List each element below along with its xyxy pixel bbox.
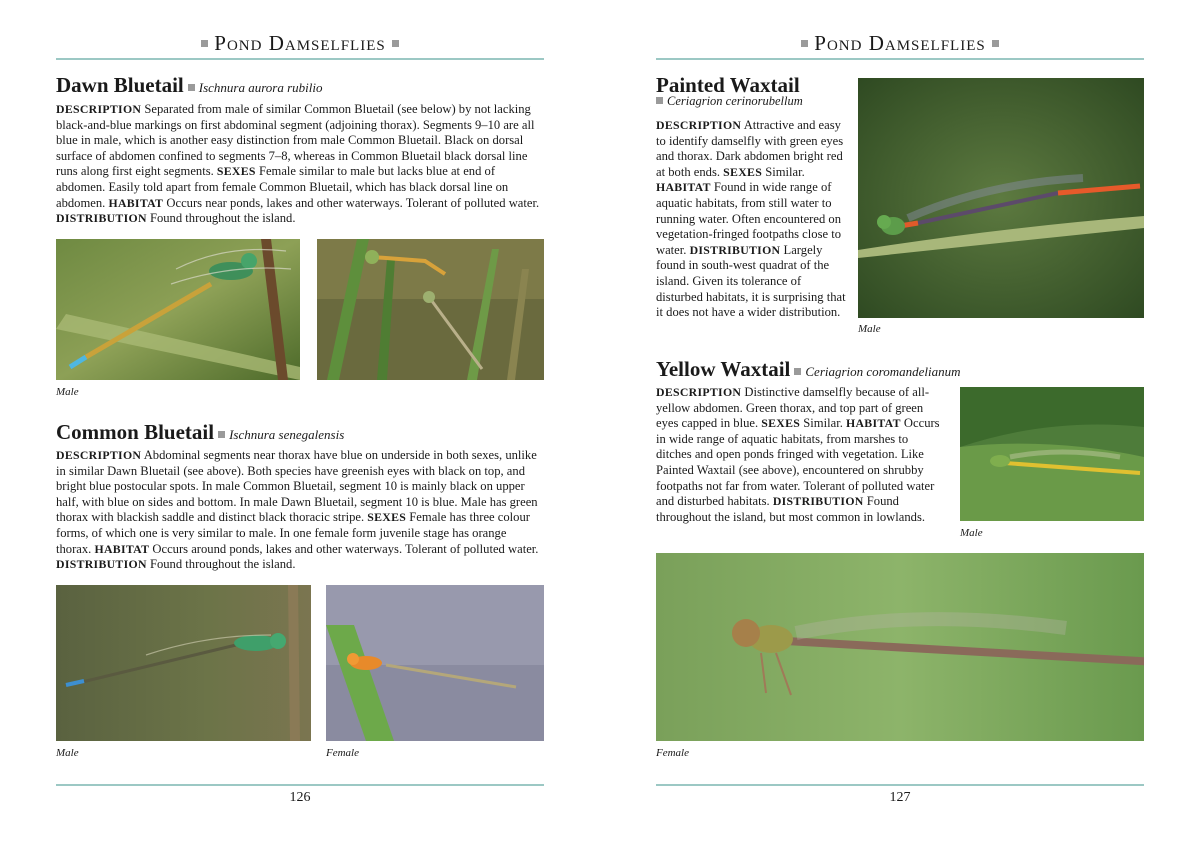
square-bullet-icon <box>218 431 225 438</box>
scientific-name: Ceriagrion cerinorubellum <box>667 94 803 108</box>
header-square-icon <box>992 40 999 47</box>
species-name: Dawn Bluetail <box>56 73 184 97</box>
photo-caption: Male <box>56 747 79 759</box>
square-bullet-icon <box>188 84 195 91</box>
header-square-icon <box>201 40 208 47</box>
species-description: DESCRIPTION Abdominal segments near thorax have blue on underside in both sexes, unlike in similar Dawn Bluetail (see above). Both species have greenish eyes with black on top, and bright blue postocular spots. In male Common Bluetail, segment 10 is mainly black on upper half, with blue on sides and bottom. In male Dawn Bluetail, segment 10 is blue. Male has green thorax with blackish saddle and distinct black thoracic stripe. SEXES Female has three colour forms, of which one is very similar to male. In one female form juvenile stage has orange thorax. HABITAT Occurs around ponds, lakes and other waterways. Tolerant of polluted water. DISTRIBUTION Found throughout the island. <box>56 448 539 572</box>
painted-waxtail-male-photo <box>858 78 1144 318</box>
right-page <box>600 0 1200 843</box>
footer-rule <box>56 784 544 786</box>
header-square-icon <box>392 40 399 47</box>
dawn-bluetail-female-photo <box>317 239 544 380</box>
scientific-name: Ceriagrion coromandelianum <box>805 364 961 379</box>
header-rule <box>56 58 544 60</box>
species-title <box>56 72 323 101</box>
scientific-name: Ischnura senegalensis <box>229 427 345 442</box>
photo-caption: Female <box>326 747 359 759</box>
common-bluetail-male-photo <box>56 585 311 741</box>
photo-caption: Male <box>858 323 881 335</box>
species-description: DESCRIPTION Distinctive damselfly because of all-yellow abdomen. Green thorax, and top part of green eyes capped in blue. SEXES Similar. HABITAT Occurs in wide range of aquatic habitats, from marshes to ditches and open ponds fringed with vegetation. Like Painted Waxtail (see above), encountered on shrubby footpaths not far from water. Tolerant of polluted water and disturbed habitats. DISTRIBUTION Found throughout the island, but most common in lowlands. <box>656 385 940 524</box>
footer-rule <box>656 784 1144 786</box>
page-number: 126 <box>289 790 311 805</box>
species-description: DESCRIPTION Separated from male of similar Common Bluetail (see below) by not lacking black-and-blue markings on first abdominal segment (adjoining thorax). Segments 9–10 are all blue in male, which is another easy distinction from male Common Bluetail. Black on dorsal surface of abdomen confined to segments 7–8, whereas in Common Bluetail black dorsal line runs along first eight segments. SEXES Female similar to male but lacks blue at end of abdomen. Easily told apart from female Common Bluetail, which has black dorsal line on abdomen. HABITAT Occurs near ponds, lakes and other waterways. Tolerant of polluted water. DISTRIBUTION Found throughout the island. <box>56 102 540 226</box>
header-rule <box>656 58 1144 60</box>
square-bullet-icon <box>656 97 663 104</box>
species-title <box>56 419 344 448</box>
common-bluetail-female-photo <box>326 585 544 741</box>
running-head: Pond Damselflies <box>56 28 544 58</box>
photo-caption: Male <box>960 527 983 539</box>
dawn-bluetail-male-photo <box>56 239 300 380</box>
species-name: Common Bluetail <box>56 420 215 444</box>
square-bullet-icon <box>794 368 801 375</box>
species-description: DESCRIPTION Attractive and easy to identify damselfly with green eyes and thorax. Dark abdomen bright red at both ends. SEXES Similar. HABITAT Found in wide range of aquatic habitats, from still water to running water. Often encountered on vegetation-fringed footpaths close to water. DISTRIBUTION Largely found in south-west quadrat of the island. Given its tolerance of disturbed habitats, it is surprising that it does not have a wider distribution. <box>656 118 846 320</box>
page-number: 127 <box>889 790 911 805</box>
photo-caption: Female <box>656 747 689 759</box>
yellow-waxtail-female-photo <box>656 553 1144 741</box>
species-name: Yellow Waxtail <box>656 357 791 381</box>
species-name: Painted Waxtail <box>656 73 800 97</box>
header-square-icon <box>801 40 808 47</box>
species-title <box>656 356 961 385</box>
running-head: Pond Damselflies <box>656 28 1144 58</box>
photo-caption: Male <box>56 386 79 398</box>
yellow-waxtail-male-photo <box>960 387 1144 521</box>
species-subtitle <box>656 92 803 110</box>
scientific-name: Ischnura aurora rubilio <box>198 80 323 95</box>
